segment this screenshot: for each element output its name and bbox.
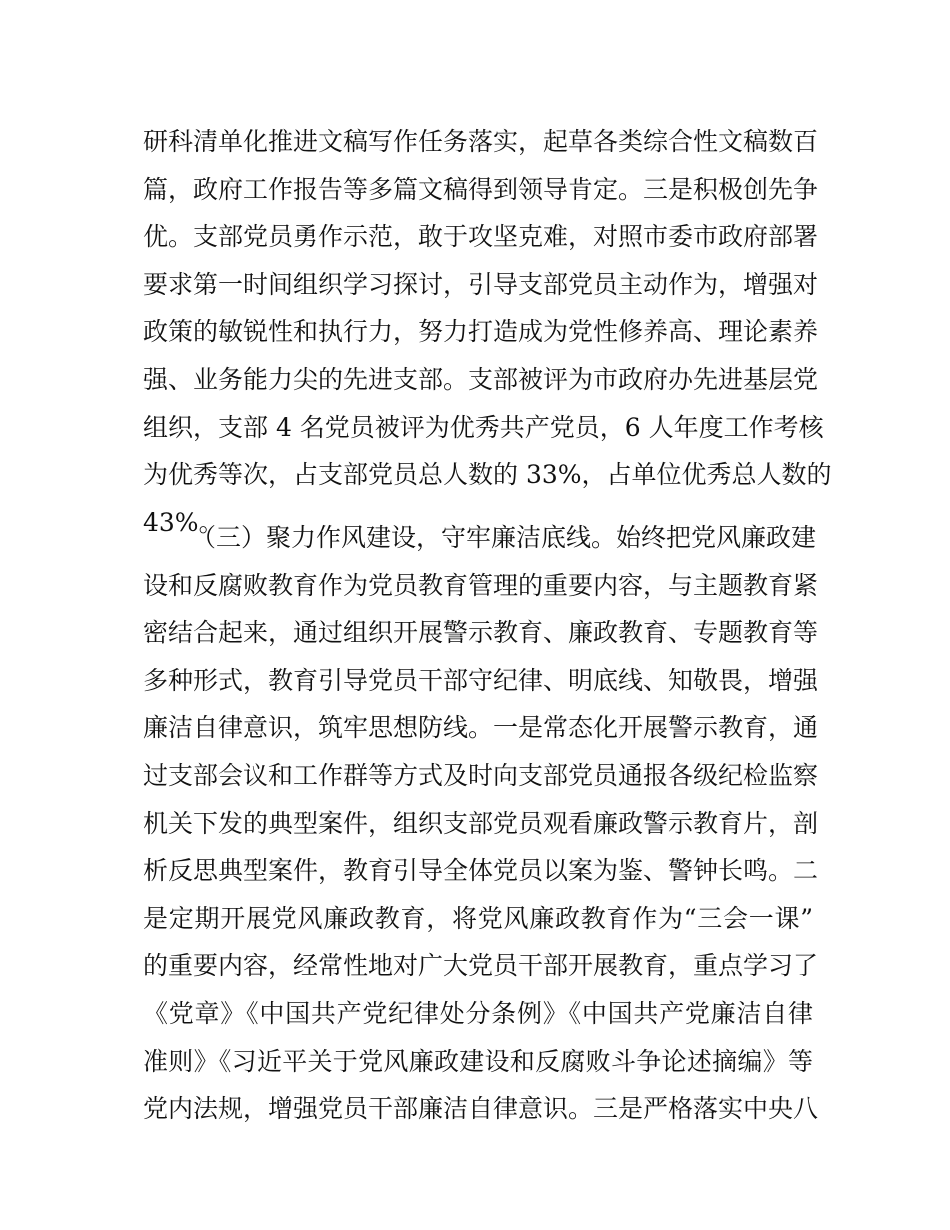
text-line: 研科清单化推进文稿写作任务落实，起草各类综合性文稿数百 xyxy=(143,127,819,156)
text-line: 篇，政府工作报告等多篇文稿得到领导肯定。三是积极创先争 xyxy=(143,174,819,204)
text-line: 43%。 xyxy=(143,507,224,537)
text-line: 密结合起来，通过组织开展警示教育、廉政教育、专题教育等 xyxy=(143,618,819,648)
text-line: 准则》《习近平关于党风廉政建设和反腐败斗争论述摘编》等 xyxy=(143,1046,813,1076)
paragraph-2 xyxy=(143,514,819,1133)
text-line: 多种形式，教育引导党员干部守纪律、明底线、知敬畏，增强 xyxy=(143,665,819,695)
text-line: 过支部会议和工作群等方式及时向支部党员通报各级纪检监察 xyxy=(143,760,819,790)
text-line: 优。支部党员勇作示范，敢于攻坚克难，对照市委市政府部署 xyxy=(143,222,819,252)
text-line: 党内法规，增强党员干部廉洁自律意识。三是严格落实中央八 xyxy=(143,1094,819,1124)
text-line: 组织，支部 4 名党员被评为优秀共产党员，6 人年度工作考核 xyxy=(143,412,824,442)
text-line: 要求第一时间组织学习探讨，引导支部党员主动作为，增强对 xyxy=(143,269,819,299)
text-line: 析反思典型案件，教育引导全体党员以案为鉴、警钟长鸣。二 xyxy=(143,856,819,886)
text-line: 《党章》《中国共产党纪律处分条例》《中国共产党廉洁自律 xyxy=(143,998,813,1028)
text-line: 机关下发的典型案件，组织支部党员观看廉政警示教育片，剖 xyxy=(143,808,819,838)
section-heading-line: （三）聚力作风建设，守牢廉洁底线。始终把党风廉政建 xyxy=(191,523,817,552)
text-line: 是定期开展党风廉政教育，将党风廉政教育作为“三会一课” xyxy=(143,903,813,933)
text-line: 廉洁自律意识，筑牢思想防线。一是常态化开展警示教育，通 xyxy=(143,713,819,743)
text-line: 政策的敏锐性和执行力，努力打造成为党性修养高、理论素养 xyxy=(143,317,819,347)
text-line: 强、业务能力尖的先进支部。支部被评为市政府办先进基层党 xyxy=(143,364,819,394)
text-line: 设和反腐败教育作为党员教育管理的重要内容，与主题教育紧 xyxy=(143,570,819,600)
text-line: 的重要内容，经常性地对广大党员干部开展教育，重点学习了 xyxy=(143,951,819,981)
text-line: 为优秀等次，占支部党员总人数的 33%，占单位优秀总人数的 xyxy=(143,460,832,490)
paragraph-1 xyxy=(143,118,832,546)
